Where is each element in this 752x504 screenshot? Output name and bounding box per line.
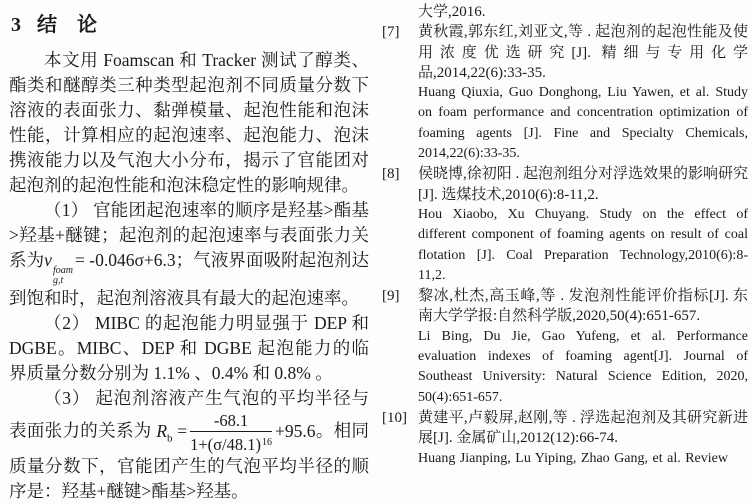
- conclusion-item-1: [9, 198, 369, 311]
- conclusion-item-3: [9, 386, 369, 504]
- item1-text-pre: （1） 官能团起泡速率的顺序是羟基>酯基>羟基+醚键；起泡剂的起泡速率与表面张力关系为: [9, 200, 369, 270]
- section-heading: [11, 8, 369, 37]
- reference-zh-text: 黄建平,卢毅屏,赵刚,等 . 浮选起泡剂及其研究新进展[J]. 金属矿山,2012(12):66-74.: [418, 409, 748, 447]
- reference-label: [8]: [382, 166, 400, 183]
- radius-subscript: b: [167, 432, 173, 445]
- formula-expression: = -0.046σ+6.3: [74, 250, 176, 270]
- formula-superscript: foam: [52, 265, 73, 276]
- reference-zh-text: 大学,2016.: [418, 4, 486, 20]
- fraction: [190, 411, 272, 454]
- reference-zh-text: 黄秋霞,郭东红,刘亚文,等 . 起泡剂的起泡性能及使用浓度优选研究[J]. 精细与专用化学品,2014,22(6):33-35.: [418, 24, 748, 81]
- fraction-denominator: [190, 432, 272, 454]
- reference-7: [381, 22, 748, 164]
- section-number: 3: [11, 14, 21, 36]
- reference-en-text: Li Bing, Du Jie, Gao Yufeng, et al. Performance evaluation indexes of foaming agent[J]. Journal of Southeast University: Natural Science Edition, 2020, 50(4):651-657.: [418, 328, 748, 405]
- item3-text-pre: （3） 起泡剂溶液产生气泡的平均半径与表面张力的关系为: [9, 388, 369, 441]
- denominator-base: 1+(σ/48.1): [190, 435, 262, 454]
- formula-variable: v: [44, 250, 52, 270]
- reference-zh-text: 黎冰,杜杰,高玉峰,等 . 发泡剂性能评价指标[J]. 东南大学学报:自然科学版,2020,50(4):651-657.: [418, 288, 748, 325]
- item3-text-post: 。相同质量分数下，官能团产生的气泡平均半径的顺序是：羟基+醚键>酯基>羟基。: [9, 420, 369, 501]
- fraction-numerator: -68.1: [190, 411, 272, 432]
- reference-en-text: Hou Xiaobo, Xu Chuyang. Study on the effect of different component of foaming agents on result of coal flotation [J]. Coal Preparation Technology,2010(6):8-11,2.: [418, 206, 748, 283]
- formula-subscript: g,t: [52, 275, 64, 286]
- reference-9: [381, 286, 748, 408]
- reference-zh-text: 侯晓博,徐初阳 . 起泡剂组分对浮选效果的影响研究[J]. 选煤技术,2010(6):8-11,2.: [418, 166, 749, 203]
- reference-6-continuation: [381, 2, 748, 22]
- conclusion-column: [9, 6, 369, 504]
- references-column: [381, 2, 748, 469]
- section-title: 结 论: [37, 14, 97, 36]
- reference-en-text: Huang Jianping, Lu Yiping, Zhao Gang, et al. Review: [418, 450, 728, 466]
- reference-en-text: Huang Qiuxia, Guo Donghong, Liu Yawen, et al. Study on foam performance and concentration optimization of foaming agents [J]. Fine and Specialty Chemicals, 2014,22(6):33-35.: [418, 85, 748, 162]
- radius-variable: R: [156, 420, 168, 441]
- reference-label: [9]: [382, 288, 400, 305]
- formula-scripts: [53, 266, 73, 286]
- foam-rate-formula: [44, 250, 176, 286]
- reference-label: [7]: [382, 24, 400, 41]
- reference-8: [381, 164, 748, 286]
- conclusion-intro: 本文用 Foamscan 和 Tracker 测试了醇类、酯类和醚醇类三种类型起泡剂不同质量分数下溶液的表面张力、黏弹模量、起泡性能和泡沫性能，计算相应的起泡速率、起泡能力、泡沫携液能力以及气泡大小分布，揭示了官能团对起泡剂的起泡性能和泡沫稳定性的影响规律。: [9, 50, 369, 195]
- formula-tail: +95.6: [275, 420, 316, 441]
- item1-text-post: ；气液界面吸附起泡剂达到饱和时，起泡剂溶液具有最大的起泡速率。: [9, 250, 370, 308]
- fraction-exponent: 16: [262, 437, 273, 448]
- reference-label: [10]: [382, 409, 407, 426]
- equals-sign: =: [177, 420, 188, 441]
- conclusion-item-2: （2） MIBC 的起泡能力明显强于 DEP 和 DGBE。MIBC、DEP 和 DGBE 起泡能力的临界质量分数分别为 1.1% 、0.4% 和 0.8% 。: [9, 313, 369, 383]
- reference-10: [381, 408, 748, 469]
